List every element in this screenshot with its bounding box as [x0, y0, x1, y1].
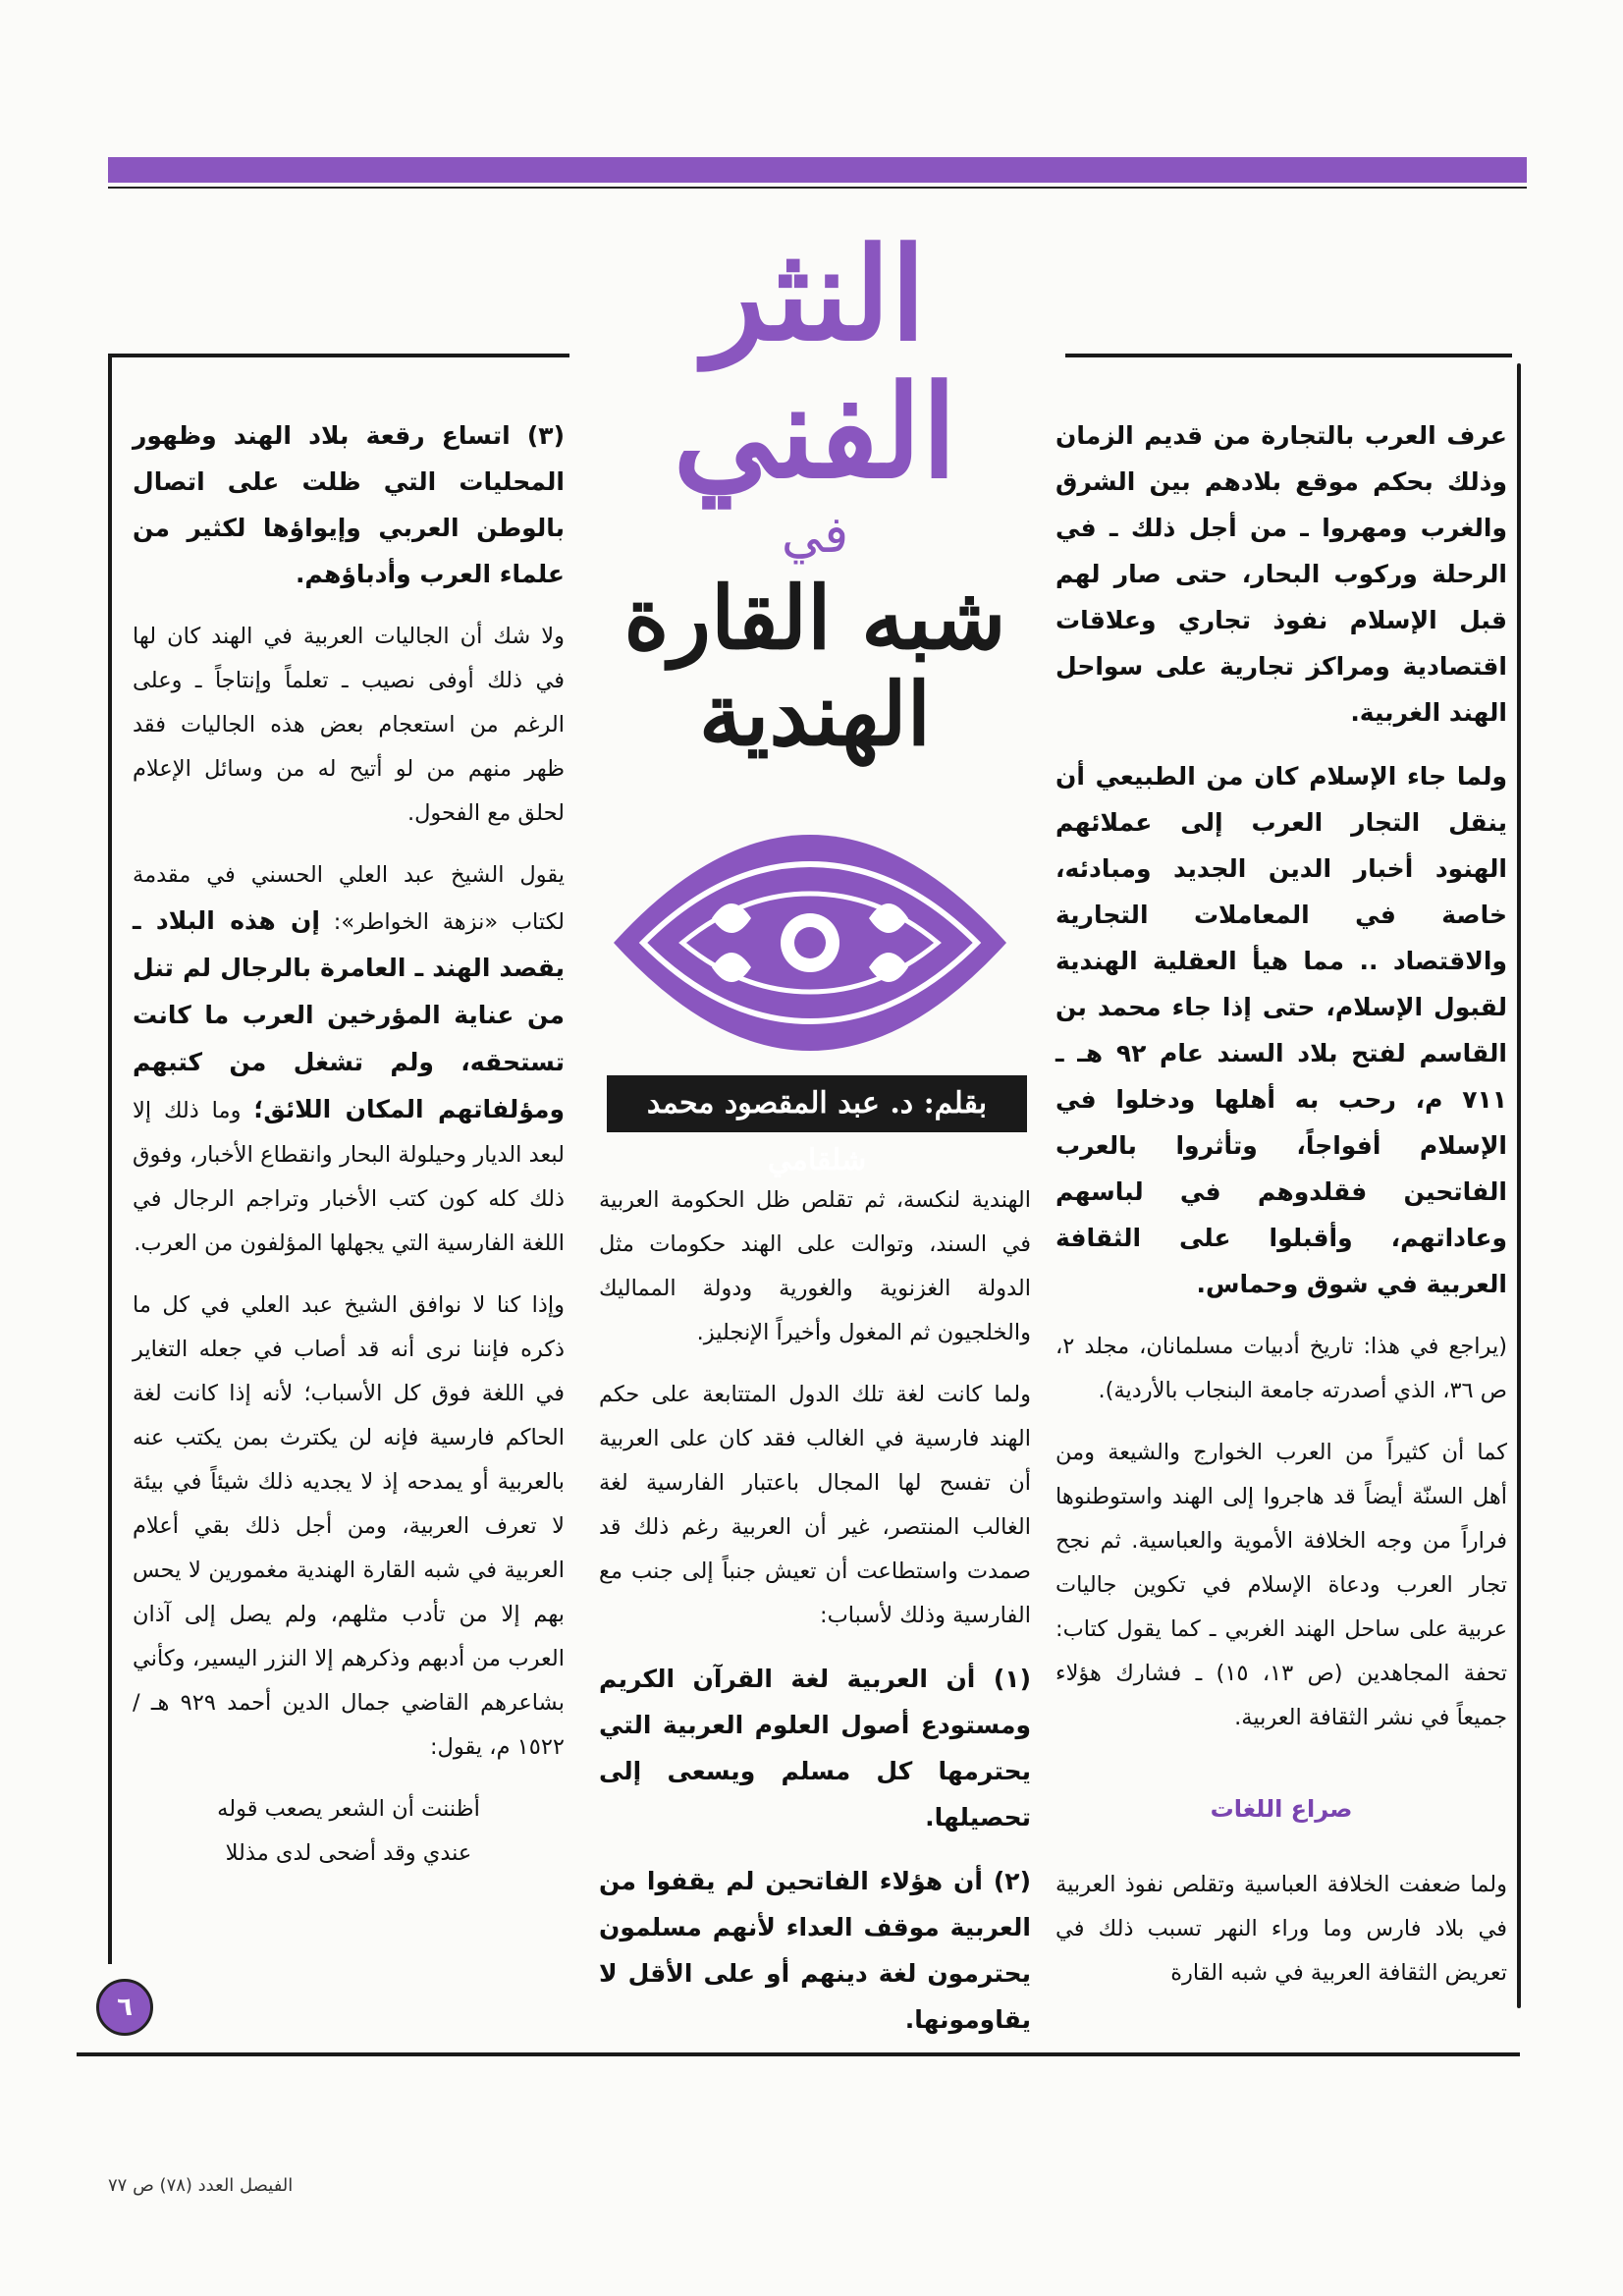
author-byline: بقلم: د. عبد المقصود محمد شلقامي	[607, 1075, 1027, 1132]
quote-intro: يقول الشيخ عبد العلي الحسني في مقدمة لكتاب «نزهة الخواطر»:	[133, 862, 565, 935]
frame-right-edge	[1517, 363, 1521, 2008]
paragraph-reference: (يراجع في هذا: تاريخ أدبيات مسلمانان، مجلد ٢، ص ٣٦، الذي أصدرته جامعة البنجاب بالأردية).	[1055, 1334, 1507, 1403]
column-middle	[599, 1178, 1031, 2060]
paragraph: الهندية لنكسة، ثم تقلص ظل الحكومة العربية في السند، وتوالت على الهند حكومات مثل الدولة الغزنوية والغورية ودولة المماليك والخلجيون ثم المغول وأخيراً الإنجليز.	[599, 1187, 1031, 1345]
arabesque-ornament-icon	[604, 825, 1016, 1061]
frame-left-edge	[108, 354, 112, 1964]
article-title	[589, 219, 1041, 805]
paragraph	[133, 853, 565, 1266]
paragraph: ولما كانت لغة تلك الدول المتتابعة على حكم الهند فارسية في الغالب فقد كان على العربية أن تفسح لها المجال باعتبار الفارسية لغة الغالب المنتصر، غير أن العربية رغم ذلك قد صمدت واستطاعت أن تعيش جنباً إلى جنب مع الفارسية وذلك لأسباب:	[599, 1382, 1031, 1628]
section-subhead: صراع اللغات	[1210, 1795, 1353, 1823]
title-line-2: الفني	[673, 356, 957, 507]
paragraph: عرف العرب بالتجارة من قديم الزمان وذلك بحكم موقع بلادهم بين الشرق والغرب ومهروا ـ من أجل ذلك ـ في الرحلة وركوب البحار، حتى صار لهم قبل الإسلام نفوذ تجاري وعلاقات اقتصادية ومراكز تجارية على سواحل الهند الغربية.	[1055, 421, 1507, 727]
paragraph: كما أن كثيراً من العرب الخوارج والشيعة ومن أهل السنّة أيضاً قد هاجروا إلى الهند واستوطنوها فراراً من وجه الخلافة الأموية والعباسية. ثم نجح تجار العرب ودعاة الإسلام في تكوين جاليات عربية على ساحل الهند الغربي ـ كما يقول كتاب: تحفة المجاهدين (ص ١٣، ١٥) ـ فشارك هؤلاء جميعاً في نشر الثقافة العربية.	[1055, 1440, 1507, 1730]
paragraph: ولما جاء الإسلام كان من الطبيعي أن ينقل التجار العرب إلى عملائهم الهنود أخبار الدين الجديد ومبادئه، خاصة في المعاملات التجارية والاقتصاد .. مما هيأ العقلية الهندية لقبول الإسلام، حتى إذا جاء محمد بن القاسم لفتح بلاد السند عام ٩٢ هـ ـ ٧١١ م، رحب به أهلها ودخلوا في الإسلام أفواجاً، وتأثروا بالعرب الفاتحين فقلدوهم في لباسهم وعاداتهم، وأقبلوا على الثقافة العربية في شوق وحماس.	[1055, 762, 1507, 1298]
reason-item: (١) أن العربية لغة القرآن الكريم ومستودع أصول العلوم العربية التي يحترمها كل مسلم ويسعى إلى تحصيلها.	[599, 1665, 1031, 1831]
title-line-5: الهندية	[698, 663, 932, 765]
title-line-3: في	[781, 506, 849, 565]
top-color-bar	[108, 157, 1527, 183]
reason-item: (٣) اتساع رقعة بلاد الهند وظهور المحليات التي ظلت على اتصال بالوطن العربي وإيواؤها لكثير من علماء العرب وأدباؤهم.	[133, 421, 565, 588]
column-left	[133, 412, 565, 1876]
paragraph: ولما ضعفت الخلافة العباسية وتقلص نفوذ العربية في بلاد فارس وما وراء النهر تسبب ذلك في تعريض الثقافة العربية في شبه القارة	[1055, 1872, 1507, 1986]
page-number-badge: ٦	[96, 1979, 153, 2036]
reason-item: (٢) أن هؤلاء الفاتحين لم يقفوا من العربية موقف العداء لأنهم مسلمون يحترمون لغة دينهم أو على الأقل لا يقاومونها.	[599, 1867, 1031, 2034]
title-line-1: النثر	[704, 219, 926, 369]
quote-rest: وما ذلك إلا لبعد الديار وحيلولة البحار وانقطاع الأخبار، وفوق ذلك كله كون كتب الأخبار وتراجم الرجال في اللغة الفارسية التي يجهلها المؤلفون من العرب.	[133, 1098, 565, 1256]
column-right	[1055, 412, 1507, 2013]
title-line-4: شبه القارة	[623, 567, 1006, 669]
verse-line: عندي وقد أضحى لدى مذللا	[225, 1840, 472, 1866]
frame-top-left	[108, 354, 569, 357]
quote-bold: إن هذه البلاد ـ يقصد الهند ـ العامرة بالرجال لم تنل من عناية المؤرخين العرب ما كانت تستحقه، ولم تشغل من كتبهم ومؤلفاتهم المكان اللائق؛	[133, 906, 566, 1123]
top-rule	[108, 187, 1527, 189]
paragraph: ولا شك أن الجاليات العربية في الهند كان لها في ذلك أوفى نصيب ـ تعلماً وإنتاجاً ـ وعلى الرغم من استعجام بعض هذه الجاليات فقد ظهر منهم من لو أتيح له من وسائل الإعلام لحلق مع الفحول.	[133, 624, 565, 826]
page-footer: الفيصل العدد (٧٨) ص ٧٧	[108, 2175, 294, 2196]
frame-top-right	[1065, 354, 1512, 357]
paragraph: وإذا كنا لا نوافق الشيخ عبد العلي في كل ما ذكره فإننا نرى أنه قد أصاب في جعله التغاير في اللغة فوق كل الأسباب؛ لأنه إذا كانت لغة الحاكم فارسية فإنه لن يكترث بمن يكتب عنه بالعربية أو يمدحه إذ لا يجديه ذلك شيئاً في بيئة لا تعرف العربية، ومن أجل ذلك بقي أعلام العربية في شبه القارة الهندية مغمورين لا يحس بهم إلا من تأدب مثلهم، ولم يصل إلى آذان العرب من أدبهم وذكرهم إلا النزر اليسير، وكأني بشاعرهم القاضي جمال الدين أحمد ٩٢٩ هـ / ١٥٢٢ م، يقول:	[133, 1292, 565, 1760]
verse-line: أظننت أن الشعر يصعب قوله	[217, 1796, 480, 1822]
